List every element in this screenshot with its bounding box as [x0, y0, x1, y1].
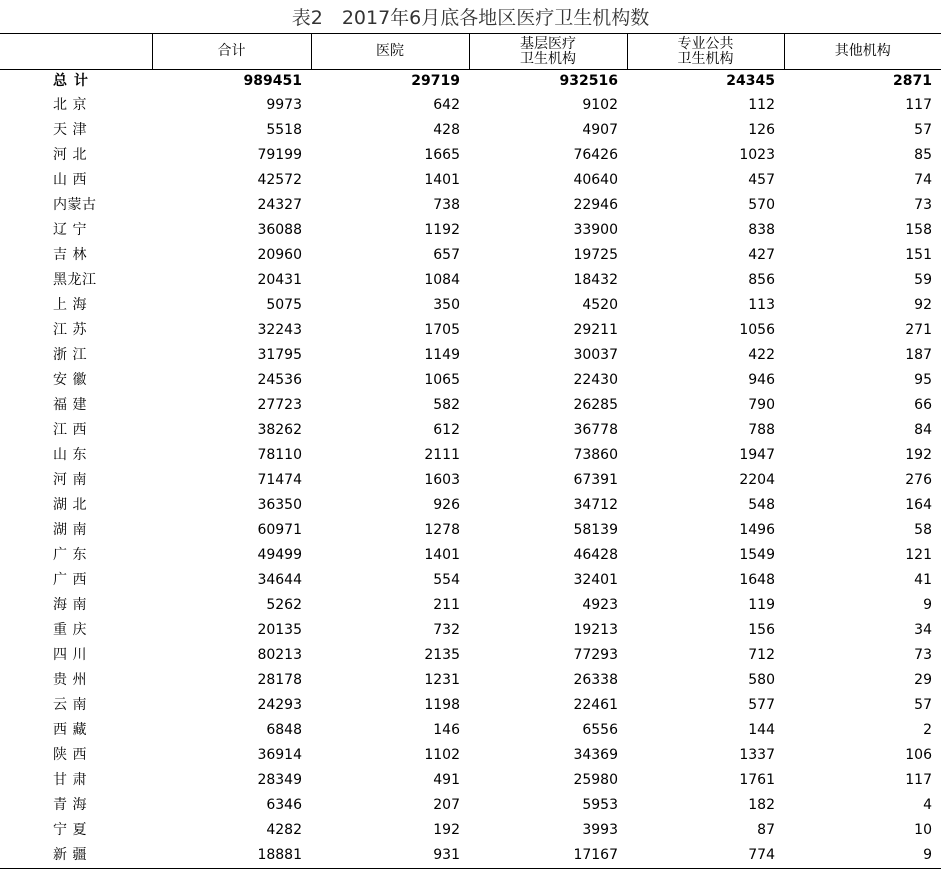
value-cell: 2: [923, 722, 932, 738]
value-cell: 164: [905, 497, 932, 513]
value-cell: 1278: [424, 522, 460, 538]
column-header-line: 专业公共: [677, 35, 734, 52]
value-cell: 788: [748, 422, 775, 438]
value-cell: 41: [914, 572, 932, 588]
value-cell: 66: [914, 397, 932, 413]
value-cell: 6848: [266, 722, 302, 738]
value-cell: 22946: [573, 197, 618, 213]
value-cell: 577: [748, 697, 775, 713]
value-cell: 5262: [266, 597, 302, 613]
region-cell: 江 西: [53, 422, 87, 438]
value-cell: 20431: [257, 272, 302, 288]
value-cell: 73860: [573, 447, 618, 463]
value-cell: 738: [433, 197, 460, 213]
value-cell: 5953: [582, 797, 618, 813]
table-row: [0, 843, 941, 869]
column-header: [469, 34, 627, 70]
value-cell: 5518: [266, 122, 302, 138]
value-cell: 74: [914, 172, 932, 188]
column-header-line: 其他机构: [834, 43, 891, 59]
region-cell: 广 西: [53, 572, 87, 588]
column-header-line: 合计: [217, 43, 246, 59]
value-cell: 9102: [582, 97, 618, 113]
value-cell: 121: [905, 547, 932, 563]
value-cell: 25980: [573, 772, 618, 788]
value-cell: 119: [748, 597, 775, 613]
region-cell: 四 川: [53, 647, 87, 663]
table-row: [0, 743, 941, 768]
region-cell: 河 南: [53, 472, 87, 488]
value-cell: 4282: [266, 822, 302, 838]
column-header: [784, 34, 941, 70]
value-cell: 1761: [739, 772, 775, 788]
region-cell: 广 东: [53, 547, 87, 563]
value-cell: 2871: [893, 73, 932, 89]
value-cell: 126: [748, 122, 775, 138]
column-header-line: 基层医疗: [520, 35, 576, 52]
value-cell: 19213: [573, 622, 618, 638]
table-row: [0, 268, 941, 293]
value-cell: 60971: [257, 522, 302, 538]
value-cell: 46428: [573, 547, 618, 563]
value-cell: 774: [627, 843, 784, 869]
value-cell: 9: [784, 843, 941, 869]
value-cell: 144: [748, 722, 775, 738]
value-cell: 151: [905, 247, 932, 263]
value-cell: 4: [923, 797, 932, 813]
value-cell: 1084: [424, 272, 460, 288]
table-row: [0, 468, 941, 493]
value-cell: 1401: [424, 547, 460, 563]
column-header: [152, 34, 311, 70]
value-cell: 33900: [573, 222, 618, 238]
value-cell: 20960: [257, 247, 302, 263]
value-cell: 34712: [573, 497, 618, 513]
region-cell: 湖 南: [53, 522, 87, 538]
value-cell: 932516: [559, 73, 618, 89]
value-cell: 4907: [582, 122, 618, 138]
column-header-line: 卫生机构: [520, 50, 576, 67]
value-cell: 192: [905, 447, 932, 463]
value-cell: 712: [748, 647, 775, 663]
value-cell: 113: [748, 297, 775, 313]
value-cell: 1648: [739, 572, 775, 588]
value-cell: 59: [914, 272, 932, 288]
region-cell: 河 北: [53, 147, 87, 163]
value-cell: 1337: [739, 747, 775, 763]
value-cell: 38262: [257, 422, 302, 438]
value-cell: 34369: [573, 747, 618, 763]
value-cell: 84: [914, 422, 932, 438]
value-cell: 1603: [424, 472, 460, 488]
value-cell: 19725: [573, 247, 618, 263]
region-cell: 山 东: [53, 447, 87, 463]
value-cell: 182: [748, 797, 775, 813]
region-cell: 浙 江: [53, 347, 87, 363]
region-cell: 天 津: [53, 122, 87, 138]
value-cell: 3993: [582, 822, 618, 838]
value-cell: 554: [433, 572, 460, 588]
region-cell: 内蒙古: [53, 197, 97, 213]
value-cell: 946: [748, 372, 775, 388]
table-row: [0, 493, 941, 518]
value-cell: 57: [914, 697, 932, 713]
value-cell: 79199: [257, 147, 302, 163]
value-cell: 1496: [739, 522, 775, 538]
value-cell: 36088: [257, 222, 302, 238]
total-row: [0, 70, 941, 94]
value-cell: 422: [748, 347, 775, 363]
value-cell: 548: [748, 497, 775, 513]
value-cell: 24293: [257, 697, 302, 713]
value-cell: 117: [905, 97, 932, 113]
value-cell: 32243: [257, 322, 302, 338]
value-cell: 87: [757, 822, 775, 838]
region-cell: 黑龙江: [53, 272, 97, 288]
value-cell: 790: [748, 397, 775, 413]
value-cell: 22430: [573, 372, 618, 388]
table-row: [0, 168, 941, 193]
value-cell: 612: [433, 422, 460, 438]
value-cell: 271: [905, 322, 932, 338]
value-cell: 146: [433, 722, 460, 738]
table-row: [0, 768, 941, 793]
region-cell: 安 徽: [53, 372, 87, 388]
column-header-line: 卫生机构: [677, 50, 734, 67]
value-cell: 1023: [739, 147, 775, 163]
table-title: 表2 2017年6月底各地区医疗卫生机构数: [291, 7, 650, 29]
region-cell: 上 海: [53, 297, 87, 313]
region-cell: 湖 北: [53, 497, 87, 513]
value-cell: 29211: [573, 322, 618, 338]
value-cell: 582: [433, 397, 460, 413]
value-cell: 29: [914, 672, 932, 688]
value-cell: 2135: [424, 647, 460, 663]
value-cell: 158: [905, 222, 932, 238]
value-cell: 28178: [257, 672, 302, 688]
value-cell: 1705: [424, 322, 460, 338]
value-cell: 32401: [573, 572, 618, 588]
value-cell: 26338: [573, 672, 618, 688]
value-cell: 26285: [573, 397, 618, 413]
table-row: [0, 443, 941, 468]
value-cell: 57: [914, 122, 932, 138]
table-row: [0, 668, 941, 693]
table-row: [0, 693, 941, 718]
value-cell: 95: [914, 372, 932, 388]
value-cell: 570: [748, 197, 775, 213]
table-row: [0, 418, 941, 443]
value-cell: 1149: [424, 347, 460, 363]
value-cell: 58139: [573, 522, 618, 538]
value-cell: 427: [748, 247, 775, 263]
region-cell: 云 南: [53, 697, 87, 713]
value-cell: 1056: [739, 322, 775, 338]
value-cell: 4923: [582, 597, 618, 613]
value-cell: 1665: [424, 147, 460, 163]
value-cell: 1549: [739, 547, 775, 563]
table-row: [0, 318, 941, 343]
region-cell: 吉 林: [53, 247, 87, 263]
institutions-table: [0, 33, 941, 869]
value-cell: 580: [748, 672, 775, 688]
value-cell: 29719: [411, 73, 460, 89]
value-cell: 856: [748, 272, 775, 288]
value-cell: 17167: [469, 843, 627, 869]
region-cell: 新 疆: [0, 843, 152, 869]
value-cell: 76426: [573, 147, 618, 163]
value-cell: 10: [914, 822, 932, 838]
region-cell: 福 建: [53, 397, 87, 413]
value-cell: 6346: [266, 797, 302, 813]
region-cell: 总 计: [53, 73, 89, 89]
value-cell: 18881: [152, 843, 311, 869]
table-row: [0, 293, 941, 318]
table-row: [0, 643, 941, 668]
table-row: [0, 718, 941, 743]
region-cell: 重 庆: [53, 622, 87, 638]
table-row: [0, 393, 941, 418]
value-cell: 77293: [573, 647, 618, 663]
region-cell: 山 西: [53, 172, 87, 188]
value-cell: 36914: [257, 747, 302, 763]
value-cell: 1401: [424, 172, 460, 188]
value-cell: 428: [433, 122, 460, 138]
value-cell: 989451: [243, 73, 302, 89]
table-row: [0, 818, 941, 843]
value-cell: 2204: [739, 472, 775, 488]
value-cell: 1947: [739, 447, 775, 463]
value-cell: 156: [748, 622, 775, 638]
value-cell: 24536: [257, 372, 302, 388]
value-cell: 106: [905, 747, 932, 763]
region-cell: 贵 州: [53, 672, 87, 688]
column-header: [627, 34, 784, 70]
value-cell: 192: [433, 822, 460, 838]
region-cell: 宁 夏: [53, 822, 87, 838]
table-row: [0, 368, 941, 393]
value-cell: 78110: [257, 447, 302, 463]
value-cell: 9973: [266, 97, 302, 113]
value-cell: 36778: [573, 422, 618, 438]
value-cell: 491: [433, 772, 460, 788]
value-cell: 36350: [257, 497, 302, 513]
value-cell: 24345: [726, 73, 775, 89]
table-row: [0, 793, 941, 818]
value-cell: 276: [905, 472, 932, 488]
value-cell: 1192: [424, 222, 460, 238]
table-row: [0, 143, 941, 168]
region-cell: 青 海: [53, 797, 87, 813]
table-row: [0, 193, 941, 218]
value-cell: 80213: [257, 647, 302, 663]
table-body: [0, 70, 941, 869]
value-cell: 2111: [424, 447, 460, 463]
table-row: [0, 618, 941, 643]
value-cell: 457: [748, 172, 775, 188]
value-cell: 92: [914, 297, 932, 313]
value-cell: 34644: [257, 572, 302, 588]
value-cell: 931: [311, 843, 469, 869]
value-cell: 1102: [424, 747, 460, 763]
value-cell: 30037: [573, 347, 618, 363]
value-cell: 49499: [257, 547, 302, 563]
value-cell: 117: [905, 772, 932, 788]
value-cell: 28349: [257, 772, 302, 788]
value-cell: 40640: [573, 172, 618, 188]
value-cell: 207: [433, 797, 460, 813]
header-blank: [0, 34, 152, 70]
value-cell: 73: [914, 197, 932, 213]
value-cell: 34: [914, 622, 932, 638]
value-cell: 187: [905, 347, 932, 363]
value-cell: 112: [748, 97, 775, 113]
table-row: [0, 593, 941, 618]
table-row: [0, 343, 941, 368]
table-row: [0, 93, 941, 118]
value-cell: 27723: [257, 397, 302, 413]
value-cell: 4520: [582, 297, 618, 313]
value-cell: 1198: [424, 697, 460, 713]
value-cell: 58: [914, 522, 932, 538]
value-cell: 350: [433, 297, 460, 313]
value-cell: 42572: [257, 172, 302, 188]
value-cell: 9: [923, 597, 932, 613]
value-cell: 71474: [257, 472, 302, 488]
value-cell: 31795: [257, 347, 302, 363]
table-row: [0, 118, 941, 143]
header-row: [0, 34, 941, 70]
table-row: [0, 568, 941, 593]
value-cell: 1231: [424, 672, 460, 688]
column-header: [311, 34, 469, 70]
value-cell: 926: [433, 497, 460, 513]
value-cell: 67391: [573, 472, 618, 488]
value-cell: 732: [433, 622, 460, 638]
table-row: [0, 518, 941, 543]
table-row: [0, 218, 941, 243]
region-cell: 西 藏: [53, 722, 87, 738]
value-cell: 22461: [573, 697, 618, 713]
value-cell: 1065: [424, 372, 460, 388]
table-row: [0, 243, 941, 268]
value-cell: 85: [914, 147, 932, 163]
value-cell: 6556: [582, 722, 618, 738]
value-cell: 642: [433, 97, 460, 113]
value-cell: 73: [914, 647, 932, 663]
region-cell: 海 南: [53, 597, 87, 613]
region-cell: 北 京: [53, 97, 87, 113]
value-cell: 24327: [257, 197, 302, 213]
value-cell: 211: [433, 597, 460, 613]
column-header-line: 医院: [376, 43, 404, 59]
region-cell: 陕 西: [53, 747, 87, 763]
region-cell: 辽 宁: [53, 222, 87, 238]
value-cell: 838: [748, 222, 775, 238]
value-cell: 657: [433, 247, 460, 263]
table-row: [0, 543, 941, 568]
region-cell: 江 苏: [53, 322, 87, 338]
value-cell: 5075: [266, 297, 302, 313]
value-cell: 18432: [573, 272, 618, 288]
value-cell: 20135: [257, 622, 302, 638]
region-cell: 甘 肃: [53, 772, 87, 788]
